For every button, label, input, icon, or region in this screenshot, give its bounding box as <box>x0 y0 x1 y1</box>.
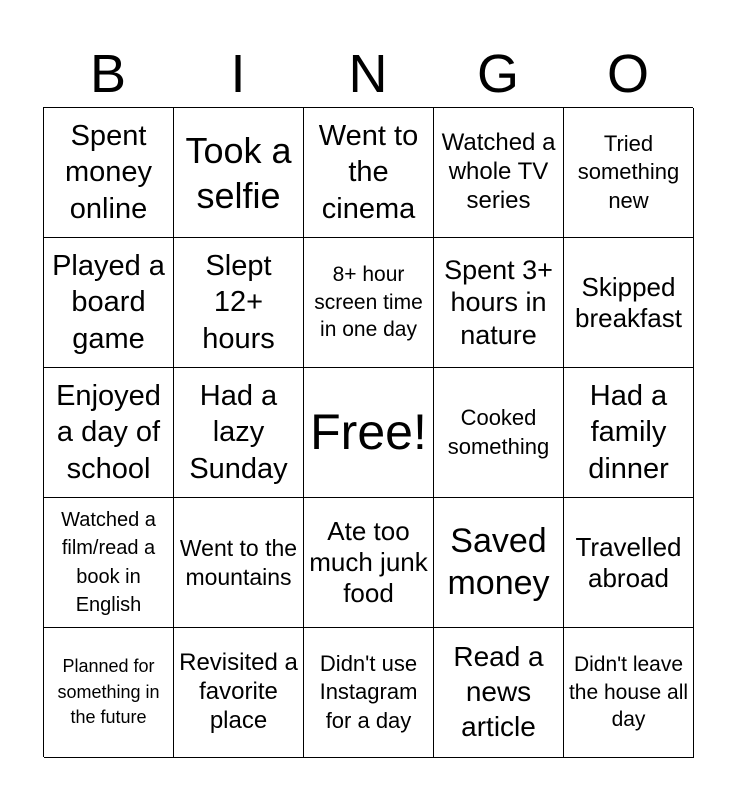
cell-text: Played a board game <box>52 249 165 355</box>
header-letter-b: B <box>89 44 127 104</box>
bingo-cell[interactable] <box>44 498 174 628</box>
cell-text: Took a selfie <box>185 129 292 216</box>
bingo-cell[interactable] <box>434 498 564 628</box>
bingo-cell[interactable] <box>174 238 304 368</box>
bingo-cell[interactable] <box>434 238 564 368</box>
bingo-cell[interactable] <box>564 238 694 368</box>
bingo-cell[interactable] <box>304 498 434 628</box>
bingo-cell[interactable] <box>564 498 694 628</box>
free-space-cell[interactable] <box>304 368 434 498</box>
bingo-cell[interactable] <box>434 368 564 498</box>
bingo-cell[interactable] <box>564 628 694 758</box>
bingo-cell[interactable] <box>564 368 694 498</box>
cell-text: Slept 12+ hours <box>202 249 275 355</box>
cell-text: Went to the cinema <box>318 119 419 225</box>
cell-text: 8+ hour screen time in one day <box>314 262 423 342</box>
bingo-cell[interactable] <box>44 628 174 758</box>
bingo-cell[interactable] <box>174 628 304 758</box>
bingo-cell[interactable] <box>174 108 304 238</box>
bingo-cell[interactable] <box>564 108 694 238</box>
cell-text: Didn't leave the house all day <box>568 652 689 732</box>
bingo-cell[interactable] <box>44 238 174 368</box>
cell-text: Spent money online <box>64 119 153 225</box>
cell-text: Enjoyed a day of school <box>56 379 161 485</box>
cell-text: Saved money <box>447 522 550 602</box>
cell-text: Cooked something <box>447 404 550 459</box>
cell-text: Had a family dinner <box>588 379 669 485</box>
cell-text: Ate too much junk food <box>309 516 428 608</box>
bingo-cell[interactable] <box>304 238 434 368</box>
cell-text: Watched a film/read a book in English <box>61 508 156 616</box>
cell-text: Read a news article <box>453 641 544 742</box>
free-space-text: Free! <box>310 404 427 460</box>
cell-text: Spent 3+ hours in nature <box>444 254 553 350</box>
cell-text: Travelled abroad <box>575 531 682 593</box>
cell-text: Planned for something in the future <box>57 655 160 728</box>
cell-text: Went to the mountains <box>179 535 298 590</box>
cell-text: Didn't use Instagram for a day <box>319 650 418 733</box>
cell-text: Watched a whole TV series <box>441 129 556 214</box>
bingo-cell[interactable] <box>304 108 434 238</box>
bingo-cell[interactable] <box>434 628 564 758</box>
header-letter-n: N <box>348 44 388 104</box>
cell-text: Skipped breakfast <box>575 271 682 333</box>
cell-text: Tried something new <box>577 130 680 213</box>
cell-text: Had a lazy Sunday <box>189 379 288 485</box>
header-letter-i: I <box>230 44 246 104</box>
bingo-cell[interactable] <box>44 368 174 498</box>
bingo-header <box>43 40 693 108</box>
bingo-cell[interactable] <box>44 108 174 238</box>
header-letter-o: O <box>606 44 649 104</box>
cell-text: Revisited a favorite place <box>179 649 298 734</box>
bingo-cell[interactable] <box>174 368 304 498</box>
header-letter-g: G <box>476 44 519 104</box>
bingo-cell[interactable] <box>174 498 304 628</box>
bingo-cell[interactable] <box>434 108 564 238</box>
bingo-cell[interactable] <box>304 628 434 758</box>
bingo-card-grid <box>43 107 693 757</box>
